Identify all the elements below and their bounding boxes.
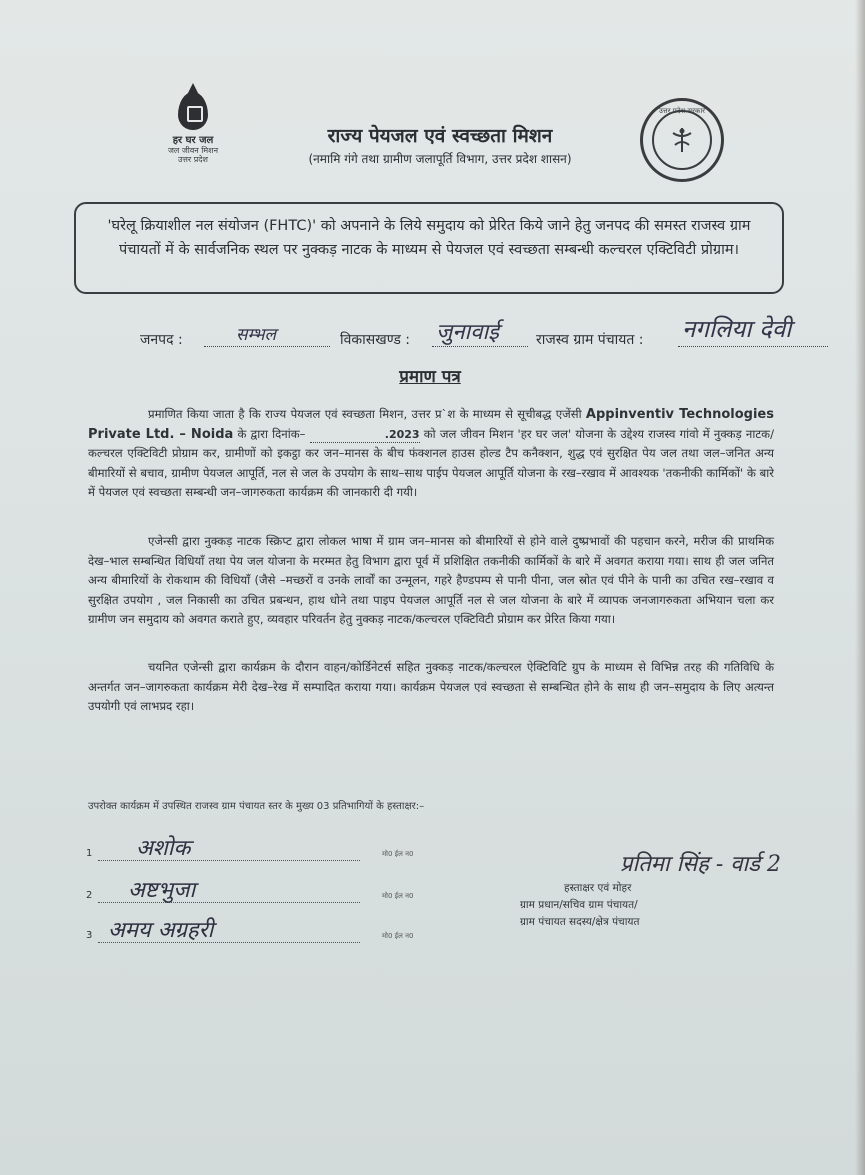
programme-description-box: 'घरेलू क्रियाशील नल संयोजन (FHTC)' को अपनाने के लिये समुदाय को प्रेरित किये जाने हेतु जनपद की समस्त राजस्व ग्राम पंचायतों में के सार्वजनिक स्थल पर नुक्कड़ नाटक के माध्यम से पेयजल एवं स्वच्छता सम्बन्धी कल्चरल एक्टिविटी प्रोग्राम। [74,202,784,294]
participant-row [86,836,486,866]
paragraph-1 [88,405,774,503]
page-subtitle: (नमामि गंगे तथा ग्रामीण जलापूर्ति विभाग, उत्तर प्रदेश शासन) [308,152,572,166]
signatory-handwritten-name: प्रतिमा सिंह - वार्ड 2 [620,852,781,877]
up-government-emblem-icon [667,125,697,155]
participant-signature: अष्टभुजा [128,878,196,903]
participant-mobile-label: मो0 ईल न0 [382,932,414,940]
gram-panchayat-dots [678,346,828,347]
up-government-seal [640,98,724,182]
p1-rest: को जल जीवन मिशन 'हर घर जल' योजना के उद्देश्य राजस्व गांवो में नुक्कड़ नाटक/कल्चरल एक्टिविटी प्रोग्राम कर, ग्रामीणों को इकट्ठा कर जन–मानस के बीच फंक्शनल हाउस होल्ड टैप कनैक्शन, शुद्ध एवं सुरक्षित पेय जल तथा जल–जनित अन्य बीमारियों से बचाव, ग्रामीण पेयजल आपूर्ति, नल से जल के उपयोग के साथ–साथ पाईप पेयजल आपूर्ति योजना के रख–रखाव में आवश्यक 'तकनीकी कार्मिकों' के बारे में पेयजल एवं स्वच्छता सम्बन्धी जन–जागरुकता कार्यक्रम की जानकारी दी गयी। [88,426,774,500]
logo-line-3: उत्तर प्रदेश [178,155,208,164]
district-value: सम्भल [236,325,277,345]
signatory-line-3: ग्राम पंचायत सदस्य/क्षेत्र पंचायत [520,916,640,928]
participants-heading: उपरोक्त कार्यक्रम में उपस्थित राजस्व ग्राम पंचायत स्तर के मुख्य 03 प्रतिभागियों के हस्ताक्षर:– [88,801,425,812]
certificate-title: प्रमाण पत्र [399,367,461,387]
participant-signature: अमय अग्रहरी [108,918,214,943]
p1-date: .2023 [310,428,420,443]
page-title: राज्य पेयजल एवं स्वच्छता मिशन [327,125,553,147]
gram-panchayat-value: नगलिया देवी [682,315,792,343]
participant-mobile-label: मो0 ईल न0 [382,892,414,900]
p1-date-prefix: के द्वारा दिनांक– [237,426,306,441]
block-value: जुनावाई [436,320,499,345]
block-dots [432,346,528,347]
participant-number: 2 [86,890,93,901]
gram-panchayat-label: राजस्व ग्राम पंचायत : [536,332,644,348]
water-drop-icon [178,92,208,130]
paragraph-3 [88,658,774,717]
page-shadow-edge [855,0,865,1175]
p2-text: एजेन्सी द्वारा नुक्कड़ नाटक स्क्रिप्ट द्वारा लोकल भाषा में ग्राम जन–मानस को बीमारियों से होने वाले दुष्प्रभावों की पहचान करने, मरीज की प्राथमिक देख–भाल सम्बन्धित विधियाँ तथा पेय जल योजना के मरम्मत हेतु विभाग द्वारा पूर्व में प्रशिक्षित तकनीकी कार्मिकों के बारे में अवगत कराया गया। साथ ही जल जनित अन्य बीमारियों के रोकथाम की विधियाँ (जैसे –मच्छरों व उनके लार्वों का उन्मूलन, गहरे हैण्डपम्प से पानी पीना, जल स्रोत एवं पीने के पानी का उचित रख–रखाव व सुरक्षित उपयोग , जल निकासी का उचित प्रबन्धन, हाथ धोने तथा पाइप पेयजल आपूर्ति नल से जल योजना के बारे में व्यापक जनजागरुकता अभियान चला कर ग्रामीण जन समुदाय को अवगत कराते हुए, व्यवहार परिवर्तन हेतु नुक्कड़ नाटक/कल्चरल एक्टिविटी प्रोग्राम कर प्रेरित किया गया। [88,534,774,627]
block-label: विकासखण्ड : [340,332,411,348]
logo-line-2: जल जीवन मिशन [167,146,219,155]
district-dots [204,346,330,347]
logo-line-1: हर घर जल [172,135,214,146]
district-label: जनपद : [140,332,183,348]
signatory-line-2: ग्राम प्रधान/सचिव ग्राम पंचायत/ [520,899,638,911]
har-ghar-jal-logo [160,92,226,172]
agency-name: Appinventiv Technologies Private Ltd. – Noida [88,407,774,442]
paragraph-2 [88,532,774,630]
participant-number: 3 [86,930,93,941]
location-fields [140,315,860,362]
signatory-line-1: हस्ताक्षर एवं मोहर [564,882,632,894]
participant-number: 1 [86,848,93,859]
participant-row [86,878,486,908]
signatory-block [520,880,760,931]
seal-text: उत्तर प्रदेश सरकार [658,107,706,115]
p1-intro: प्रमाणित किया जाता है कि राज्य पेयजल एवं स्वच्छता मिशन, उत्तर प्र`श के माध्यम से सूचीबद्ध एजेंसी [148,407,582,421]
p3-text: चयनित एजेन्सी द्वारा कार्यक्रम के दौरान वाहन/कोर्डिनेटर्स सहित नुक्कड़ नाटक/कल्चरल ऐक्टिविटि ग्रुप के माध्यम से विभिन्न तरह की गतिविधि के अन्तर्गत जन–जागरुकता कार्यक्रम मेरी देख–रेख में सम्पादित कराया गया। कार्यक्रम पेयजल एवं स्वच्छता से सम्बन्धित होने के साथ ही जन–समुदाय के लिए अत्यन्त उपयोगी एवं लाभप्रद रहा। [88,660,774,714]
participant-signature: अशोक [136,836,191,861]
participant-mobile-label: मो0 ईल न0 [382,850,414,858]
participant-row [86,918,486,948]
